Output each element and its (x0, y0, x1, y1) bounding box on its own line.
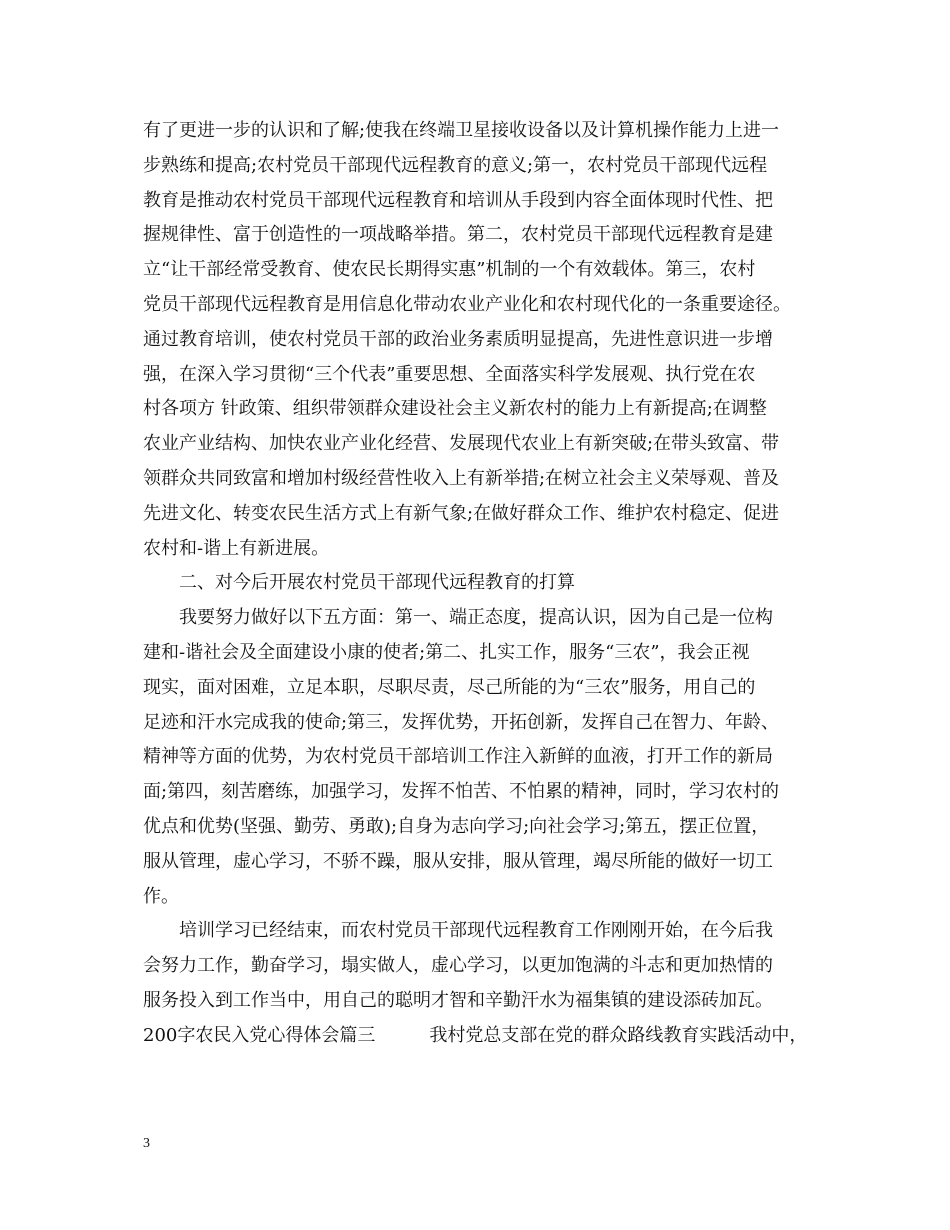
text-line: 会努力工作，勤奋学习，塌实做人，虚心学习，以更加饱满的斗志和更加热情的 (143, 955, 773, 977)
text-line: 强，在深入学习贯彻“三个代表”重要思想、全面落实科学发展观、执行党在农 (143, 363, 756, 385)
text-line: 200字农民入党心得体会篇三 我村党总支部在党的群众路线教育实践活动中， (143, 1024, 808, 1046)
text-line: 村各项方 针政策、组织带领群众建设社会主义新农村的能力上有新提高;在调整 (143, 398, 767, 420)
text-line: 面;第四，刻苦磨练，加强学习，发挥不怕苦、不怕累的精神，同时，学习农村的 (143, 781, 780, 803)
section-heading: 二、对今后开展农村党员干部现代远程教育的打算 (143, 572, 575, 594)
text-line: 有了更进一步的认识和了解;使我在终端卫星接收设备以及计算机操作能力上进一 (143, 120, 780, 141)
text-line: 足迹和汗水完成我的使命;第三，发挥优势，开拓创新，发挥自己在智力、年龄、 (143, 711, 780, 733)
text-line: 先进文化、转变农民生活方式上有新气象;在做好群众工作、维护农村稳定、促进 (143, 502, 780, 524)
text-line: 优点和优势(坚强、勤劳、勇敢);自身为志向学习;向社会学习;第五，摆正位置， (143, 815, 770, 837)
text-line: 农村和-谐上有新进展。 (143, 537, 330, 559)
text-line: 步熟练和提高;农村党员干部现代远程教育的意义;第一，农村党员干部现代远程 (143, 154, 768, 176)
text-line: 教育是推动农村党员干部现代远程教育和培训从手段到内容全面体现时代性、把 (143, 189, 773, 211)
text-line: 服从管理，虚心学习，不骄不躁，服从安排，服从管理，竭尽所能的做好一切工 (143, 850, 773, 872)
body-text (143, 114, 843, 1054)
text-line: 我要努力做好以下五方面：第一、端正态度，提高认识，因为自己是一位构 (143, 607, 773, 629)
text-line: 作。 (143, 885, 179, 907)
text-line: 服务投入到工作当中，用自己的聪明才智和辛勤汗水为福集镇的建设添砖加瓦。 (143, 989, 773, 1011)
text-line: 立“让干部经常受教育、使农民长期得实惠”机制的一个有效载体。第三，农村 (143, 259, 756, 281)
text-line: 领群众共同致富和增加村级经营性收入上有新举措;在树立社会主义荣辱观、普及 (143, 467, 780, 489)
text-line: 精神等方面的优势，为农村党员干部培训工作注入新鲜的血液，打开工作的新局 (143, 746, 773, 768)
text-line: 现实，面对困难，立足本职，尽职尽责，尽己所能的为“三农”服务，用自己的 (143, 676, 756, 698)
text-line: 建和-谐社会及全面建设小康的使者;第二、扎实工作，服务“三农”，我会正视 (143, 641, 750, 663)
text-line: 农业产业结构、加快农业产业化经营、发展现代农业上有新突破;在带头致富、带 (143, 433, 780, 455)
text-line: 握规律性、富于创造性的一项战略举措。第二，农村党员干部现代远程教育是建 (143, 224, 773, 246)
text-line: 通过教育培训，使农村党员干部的政治业务素质明显提高，先进性意识进一步增 (143, 328, 773, 350)
text-line: 党员干部现代远程教育是用信息化带动农业产业化和农村现代化的一条重要途径。 (143, 293, 791, 315)
text-line: 培训学习已经结束，而农村党员干部现代远程教育工作刚刚开始，在今后我 (143, 920, 773, 942)
page-number: 3 (143, 1136, 150, 1151)
